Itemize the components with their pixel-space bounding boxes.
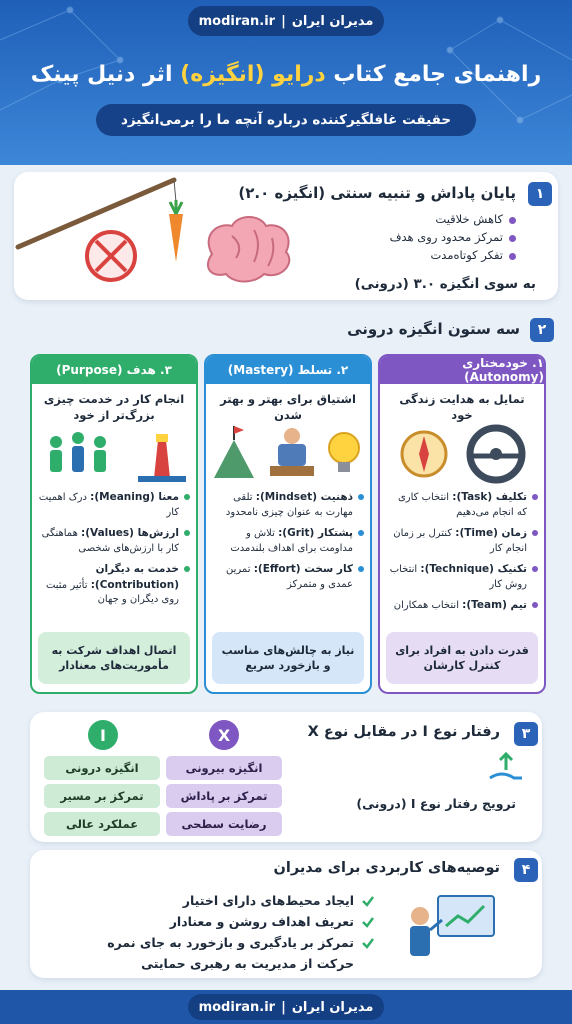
pillar-autonomy-footer: قدرت دادن به افراد برای کنترل کارشان [386,632,538,684]
list-item: تیم (Team): انتخاب همکاران [386,598,538,614]
list-item: تفکر کوتاه‌مدت [296,248,516,262]
craftsman-icon [270,428,314,476]
section-4-title: توصیه‌های کاربردی برای مدیران [273,860,500,876]
list-item: تعریف اهداف روشن و معنادار [46,911,376,932]
pillar-mastery-card [204,354,372,694]
section-3-title: رفتار نوع I در مقابل نوع X [307,724,500,740]
list-item: خدمت به دیگران (Contribution): تأثیر مثبت روی دیگران و جهان [38,562,190,608]
list-item: تمرکز بر یادگیری و بازخورد به جای نمره [46,932,376,953]
pillar-purpose-card [30,354,198,694]
type-x-badge: X [209,720,239,750]
list-item: پشتکار (Grit): تلاش و مداومت برای اهداف بلندمدت [212,526,364,556]
brand-fa: مدیران ایران [291,13,374,29]
header-brand-pill[interactable]: مدیران ایران | modiran.ir [188,6,384,36]
list-item: زمان (Time): کنترل بر زمان انجام کار [386,526,538,556]
type-i-item: عملکرد عالی [44,812,160,836]
compass-icon [402,432,446,476]
pillar-autonomy-header: ۱. خودمختاری (Autonomy) [380,356,544,384]
brand-site: modiran.ir [198,13,276,29]
pillar-purpose-footer: اتصال اهداف شرکت به مأموریت‌های معنادار [38,632,190,684]
list-item: کار سخت (Effort): تمرین عمدی و متمرکز [212,562,364,592]
lightbulb-icon [329,433,359,472]
list-item: تکلیف (Task): انتخاب کاری که انجام می‌دهیم [386,490,538,520]
section-2-number: ۲ [530,318,554,342]
type-i-item: انگیزه درونی [44,756,160,780]
footer-brand-fa: مدیران ایران [291,999,374,1015]
section-1-conclusion: به سوی انگیزه ۳.۰ (درونی) [354,276,536,292]
growth-hand-icon [486,748,526,788]
list-item: ایجاد محیط‌های دارای اختیار [46,890,376,911]
pillar-autonomy-subtitle: تمایل به هدایت زندگی خود [399,392,525,422]
page-subtitle: حقیقت غافلگیرکننده درباره آنچه ما را برمی‌انگیزد [96,104,476,136]
pillar-purpose-items [38,490,190,614]
pillar-mastery-footer: نیاز به چالش‌های مناسب و بازخورد سریع [212,632,364,684]
list-item: حرکت از مدیریت به رهبری حمایتی [141,956,354,971]
type-x-item: انگیزه بیرونی [166,756,282,780]
footer-brand-pill[interactable]: modiran.ir | مدیران ایران [188,994,384,1020]
stick-carrot-illustration [14,172,324,300]
section-4-number: ۴ [514,858,538,882]
list-item: ذهنیت (Mindset): تلقی مهارت به عنوان چیزی نامحدود [212,490,364,520]
footer-bar [0,990,572,1024]
title-highlight: درایو (انگیزه) [180,62,326,87]
section-3-number: ۳ [514,722,538,746]
page-title: راهنمای جامع کتاب درایو (انگیزه) اثر دنیل پینک [30,62,542,87]
section-3-caption: ترویج رفتار نوع I (درونی) [356,796,516,811]
check-icon [360,914,376,930]
list-item: تکنیک (Technique): انتخاب روش کار [386,562,538,592]
mountain-flag-icon [214,426,254,478]
list-item: معنا (Meaning): درک اهمیت کار [38,490,190,520]
pillar-autonomy-card [378,354,546,694]
type-x-item: رضایت سطحی [166,812,282,836]
section-2-title: سه ستون انگیزه درونی [347,320,520,338]
section-4-card [30,850,542,978]
brain-icon [208,217,289,282]
type-i-badge: I [88,720,118,750]
pillar-purpose-header: ۳. هدف (Purpose) [32,356,196,384]
forbidden-icon [87,232,135,280]
type-x-item: تمرکز بر پاداش [166,784,282,808]
list-item: تمرکز محدود روی هدف [296,230,516,244]
section-1-bullets [296,212,516,266]
section-1-title: پایان پاداش و تنبیه سنتی (انگیزه ۲.۰) [238,184,516,202]
list-item: کاهش خلاقیت [296,212,516,226]
footer-site: modiran.ir [198,999,276,1015]
pillar-mastery-items [212,490,364,598]
check-icon [360,893,376,909]
section-1-number: ۱ [528,182,552,206]
section-3-card [30,712,542,842]
pillar-autonomy-items [386,490,538,620]
carrot-icon [169,214,183,262]
presentation-icon [408,886,498,970]
list-item: ارزش‌ها (Values): هماهنگی کار با ارزش‌های شخصی [38,526,190,556]
check-icon [360,935,376,951]
steering-wheel-icon [470,428,522,480]
pillar-mastery-header: ۲. تسلط (Mastery) [206,356,370,384]
section-4-tips [46,890,376,974]
pillar-mastery-subtitle: اشتیاق برای بهتر و بهتر شدن [220,392,356,422]
type-i-item: تمرکز بر مسیر [44,784,160,808]
pillar-purpose-subtitle: انجام کار در خدمت چیزی بزرگ‌تر از خود [43,392,185,422]
lighthouse-icon [138,434,186,482]
section-1-card [14,172,558,300]
team-icon [50,432,106,472]
